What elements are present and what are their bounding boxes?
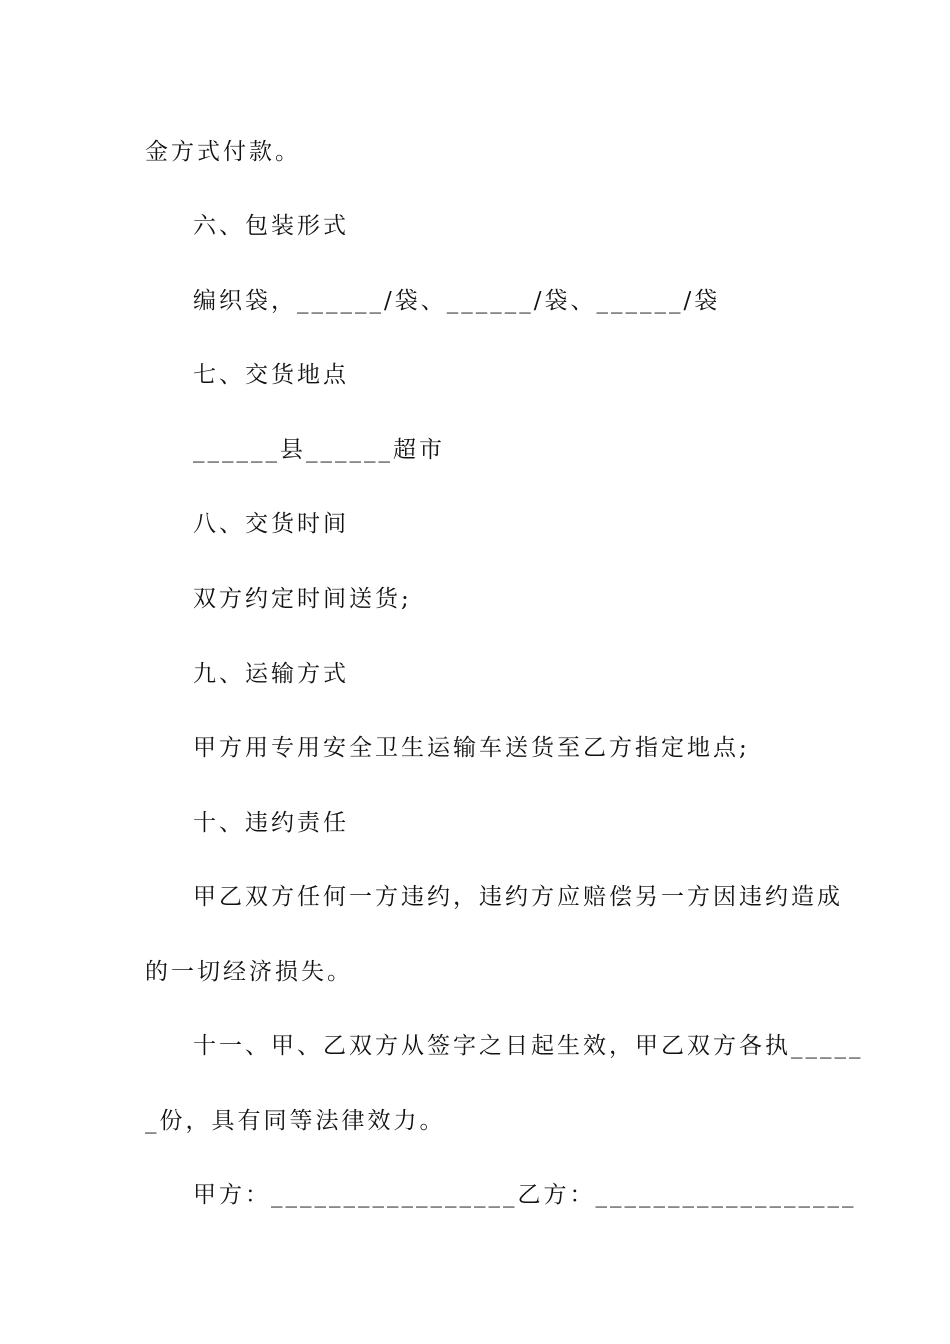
packaging-detail: 编织袋，______/袋、______/袋、______/袋: [193, 288, 721, 314]
section-heading-packaging: 六、包装形式: [193, 213, 349, 239]
clause-eleven-line-2: _份，具有同等法律效力。: [145, 1108, 446, 1134]
signature-line: 甲方：_________________乙方：__________________: [193, 1182, 857, 1208]
section-heading-transport: 九、运输方式: [193, 661, 349, 687]
section-heading-breach: 十、违约责任: [193, 810, 349, 836]
breach-detail-line-1: 甲乙双方任何一方违约，违约方应赔偿另一方因违约造成: [193, 884, 843, 910]
transport-detail: 甲方用专用安全卫生运输车送货至乙方指定地点;: [193, 735, 750, 761]
section-heading-delivery-location: 七、交货地点: [193, 362, 349, 388]
delivery-location-detail: ______县______超市: [193, 437, 445, 463]
breach-detail-line-2: 的一切经济损失。: [145, 959, 353, 985]
section-heading-delivery-time: 八、交货时间: [193, 511, 349, 537]
paragraph-continuation: 金方式付款。: [145, 139, 301, 165]
clause-eleven-line-1: 十一、甲、乙双方从签字之日起生效，甲乙双方各执_____: [193, 1033, 864, 1059]
delivery-time-detail: 双方约定时间送货;: [193, 586, 412, 612]
